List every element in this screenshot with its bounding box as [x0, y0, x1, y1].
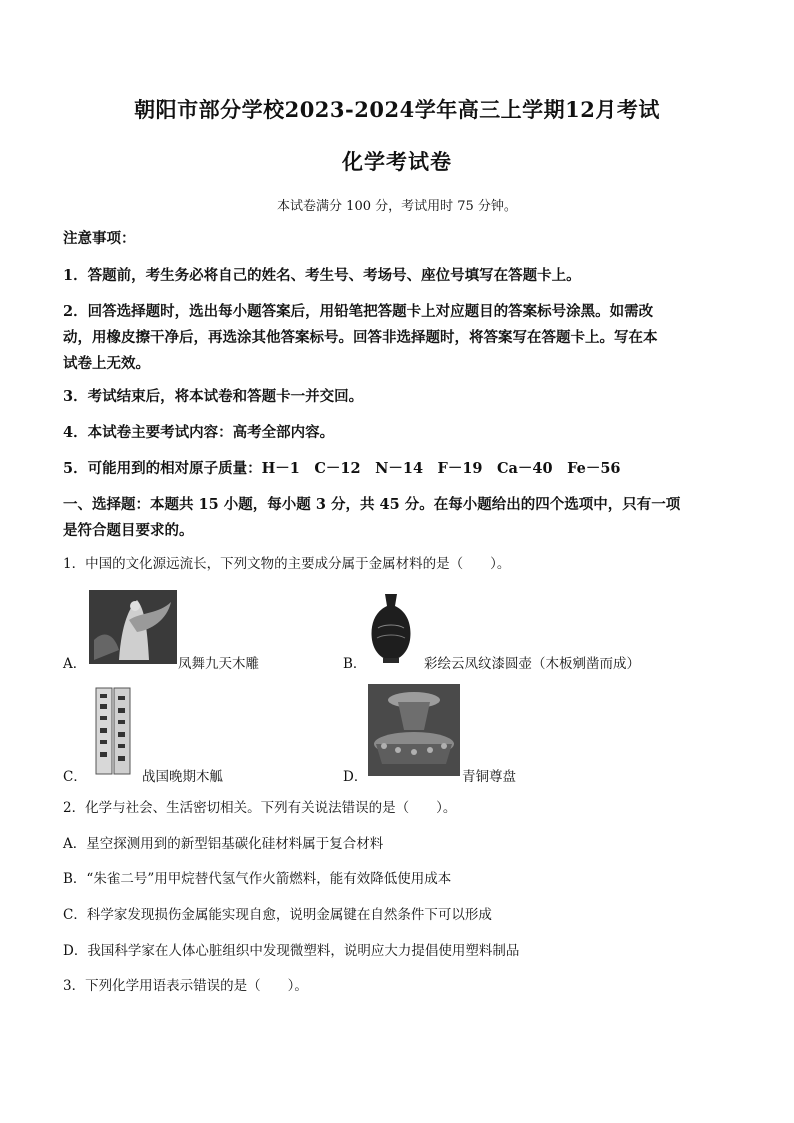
section-heading-line-2: 是符合题目要求的。 [63, 522, 194, 539]
note-4: 4．本试卷主要考试内容：高考全部内容。 [63, 424, 335, 441]
note-2-line-3: 试卷上无效。 [63, 355, 150, 372]
bronze-zun-pan-image [368, 684, 460, 776]
q2-option-b: B．“朱雀二号”用甲烷替代氢气作火箭燃料，能有效降低使用成本 [63, 871, 452, 887]
q1-option-d-caption: 青铜尊盘 [462, 769, 516, 785]
q1-option-a-label: A． [63, 656, 87, 672]
note-2-line-1: 2．回答选择题时，选出每小题答案后，用铅笔把答题卡上对应题目的答案标号涂黑。如需改 [63, 303, 654, 320]
note-5: 5．可能用到的相对原子质量：H－1 C－12 N－14 F－19 Ca－40 Fe－56 [63, 460, 621, 477]
wooden-gu-image [90, 686, 138, 776]
q1-option-d-label: D． [343, 769, 368, 785]
wood-carving-image [89, 590, 177, 664]
exam-subtitle: 化学考试卷 [342, 149, 452, 174]
q1-option-c-caption: 战国晚期木觚 [142, 769, 223, 785]
exam-info: 本试卷满分 100 分，考试用时 75 分钟。 [277, 199, 517, 214]
q1-stem: 1．中国的文化源远流长，下列文物的主要成分属于金属材料的是（ ）。 [63, 556, 511, 572]
note-1: 1．答题前，考生务必将自己的姓名、考生号、考场号、座位号填写在答题卡上。 [63, 267, 581, 284]
note-3: 3．考试结束后，将本试卷和答题卡一并交回。 [63, 388, 364, 405]
q1-option-b-caption: 彩绘云凤纹漆圆壶（木板剜凿而成） [424, 656, 640, 672]
q3-stem: 3．下列化学用语表示错误的是（ ）。 [63, 978, 308, 994]
lacquer-pot-image [368, 592, 414, 664]
q2-stem: 2．化学与社会、生活密切相关。下列有关说法错误的是（ ）。 [63, 800, 457, 816]
q2-option-c: C．科学家发现损伤金属能实现自愈，说明金属键在自然条件下可以形成 [63, 907, 492, 923]
section-heading-line-1: 一、选择题：本题共 15 小题，每小题 3 分，共 45 分。在每小题给出的四个选项中，只有一项 [63, 496, 681, 513]
note-2-line-2: 动，用橡皮擦干净后，再选涂其他答案标号。回答非选择题时，将答案写在答题卡上。写在本 [63, 329, 658, 346]
q1-option-c-label: C． [63, 769, 87, 785]
notes-heading: 注意事项： [63, 230, 136, 247]
q2-option-a: A．星空探测用到的新型铝基碳化硅材料属于复合材料 [63, 836, 384, 852]
q2-option-d: D．我国科学家在人体心脏组织中发现微塑料，说明应大力提倡使用塑料制品 [63, 943, 520, 959]
exam-title: 朝阳市部分学校2023-2024学年高三上学期12月考试 [134, 97, 660, 122]
q1-option-a-caption: 凤舞九天木雕 [178, 656, 259, 672]
q1-option-b-label: B． [343, 656, 367, 672]
